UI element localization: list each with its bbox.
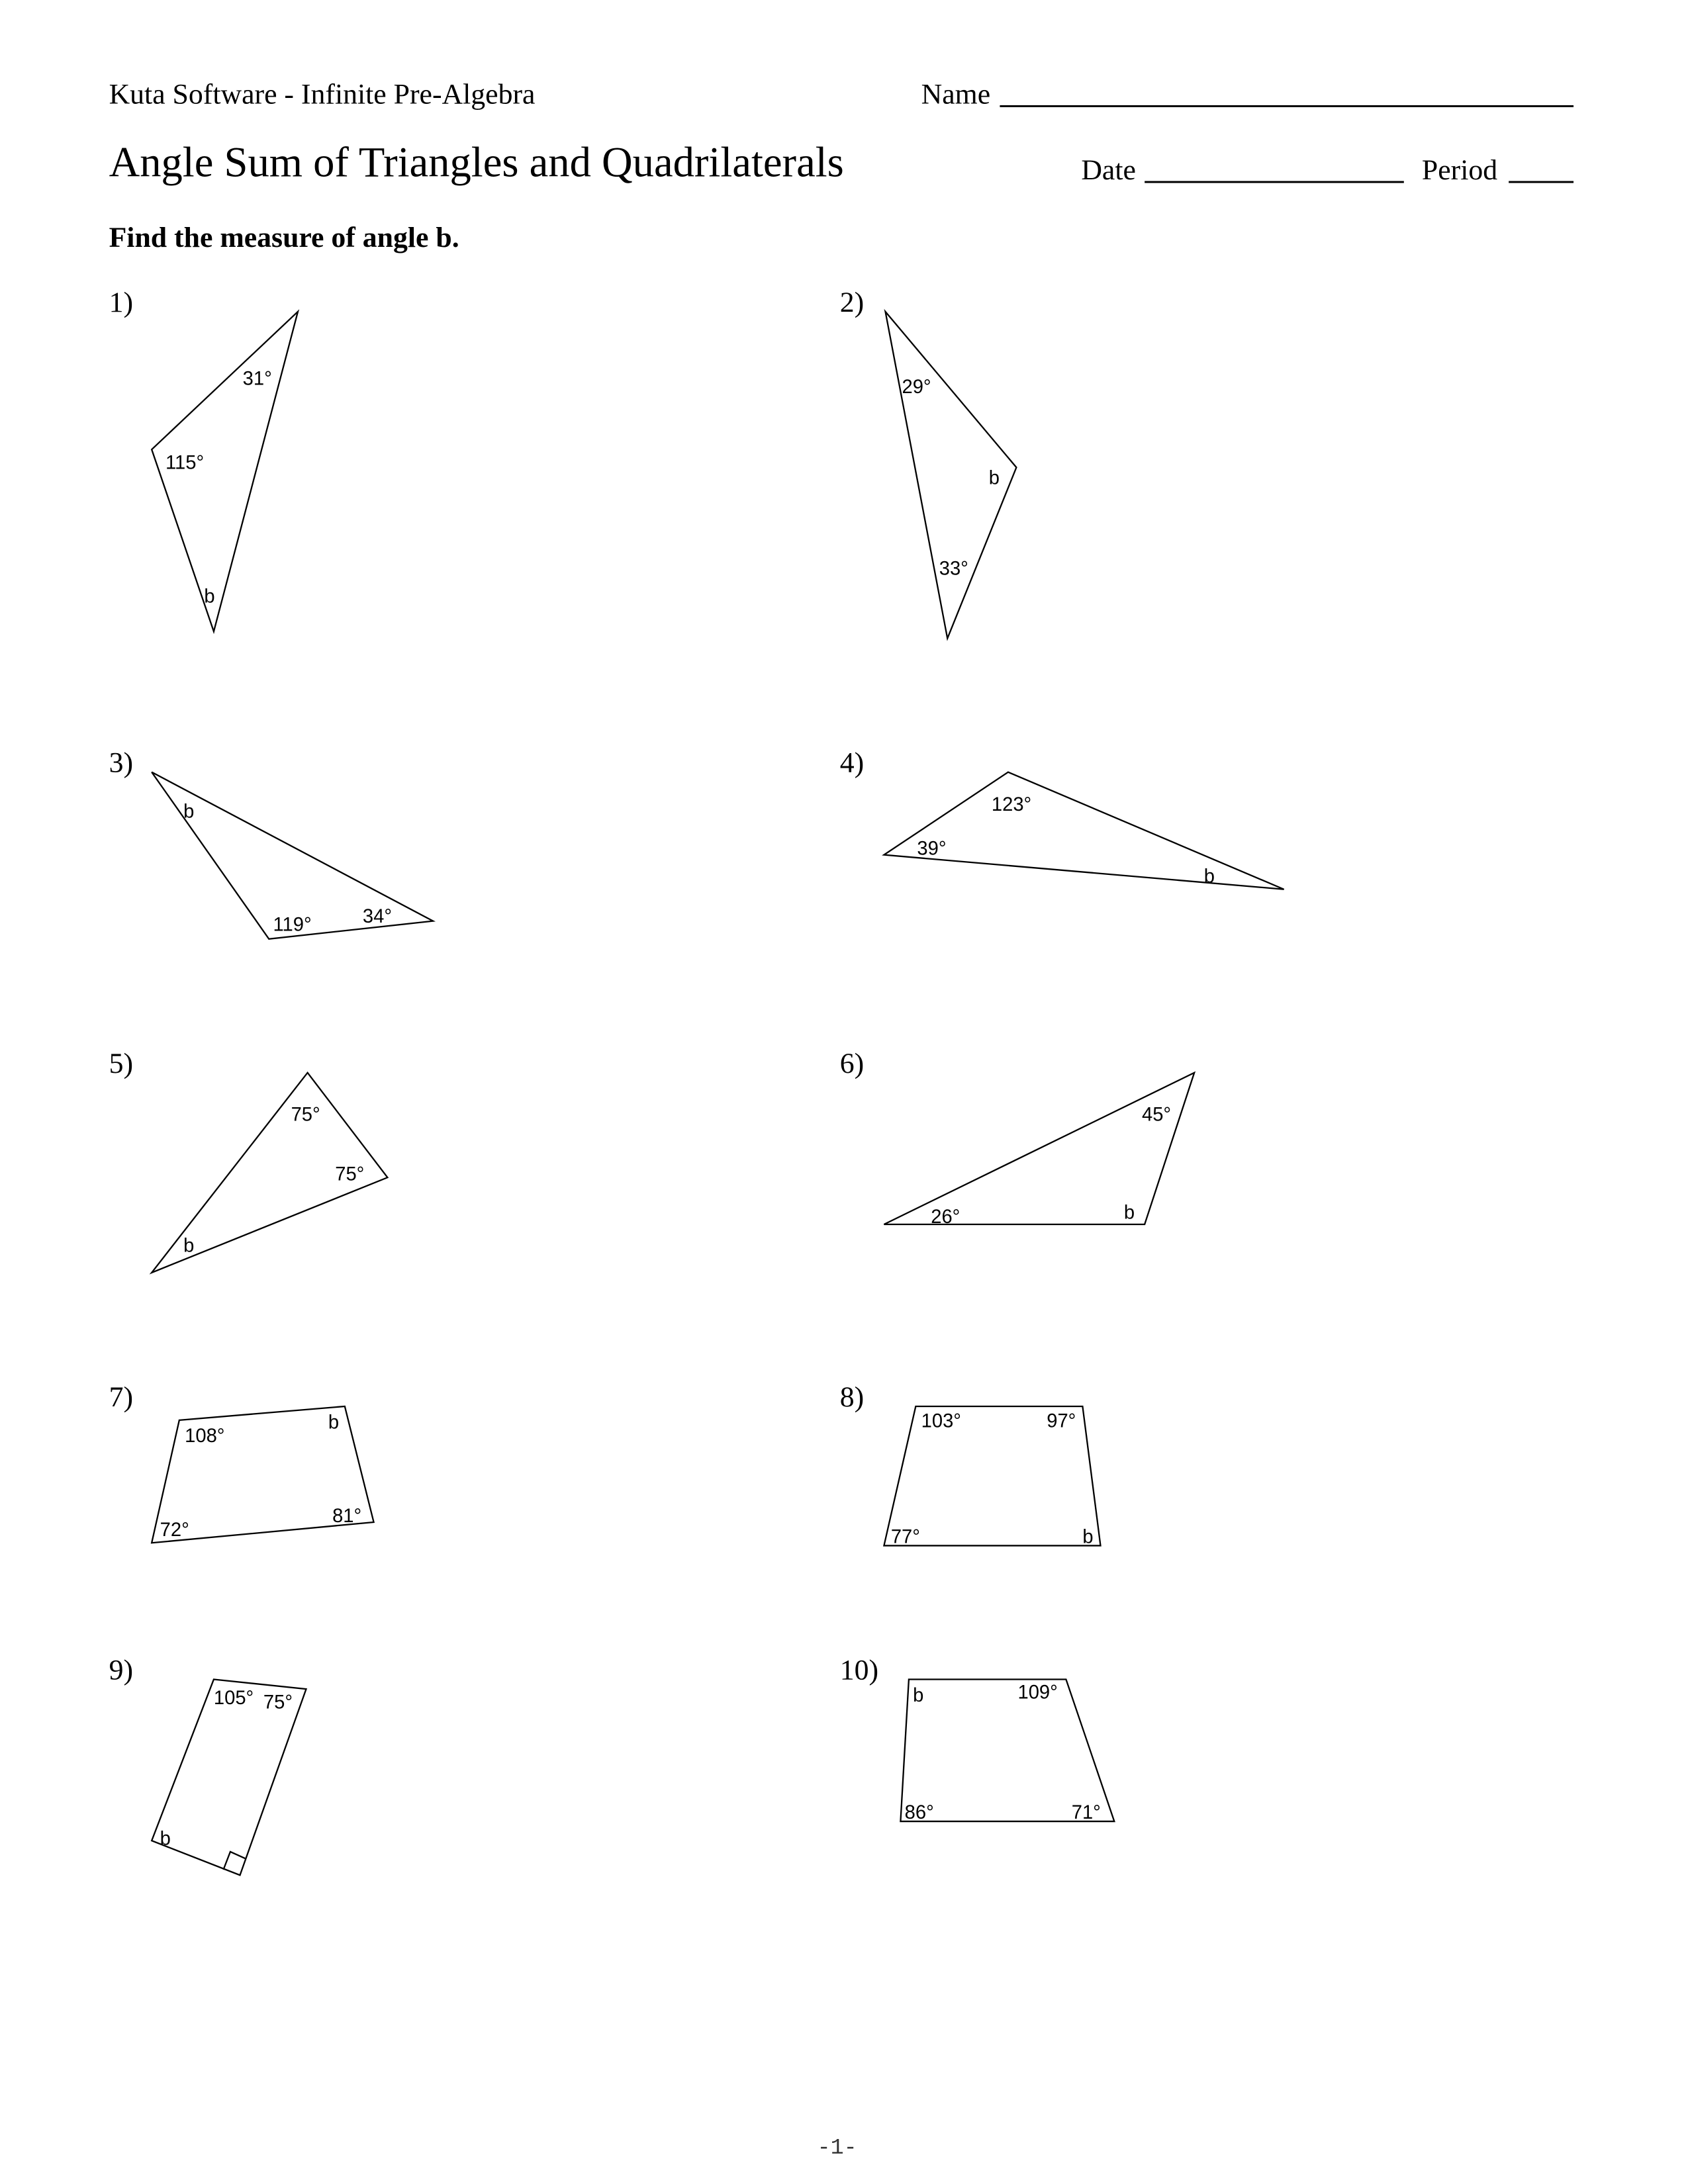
angle-label: b xyxy=(1082,1526,1094,1548)
problem-3 xyxy=(109,747,434,939)
angle-label: b xyxy=(204,586,215,608)
angle-label: 33° xyxy=(939,558,968,580)
problem-number: 7) xyxy=(109,1381,134,1413)
angle-label: 103° xyxy=(921,1410,961,1432)
triangle-figure xyxy=(884,772,1284,889)
problem-10 xyxy=(840,1655,1115,1823)
angle-label: 26° xyxy=(931,1206,961,1228)
angle-label: 115° xyxy=(165,452,205,474)
problem-4 xyxy=(840,747,1284,889)
angle-label: 86° xyxy=(904,1801,934,1823)
angle-label: b xyxy=(183,1235,195,1257)
triangle-figure xyxy=(884,1073,1194,1224)
page-number: -1- xyxy=(817,2136,857,2161)
angle-label: b xyxy=(1123,1202,1135,1224)
angle-label: 97° xyxy=(1047,1410,1076,1432)
angle-label: 81° xyxy=(332,1506,362,1527)
angle-label: 29° xyxy=(902,376,931,398)
angle-label: 34° xyxy=(362,905,393,927)
problem-number: 5) xyxy=(109,1047,134,1079)
software-label: Kuta Software - Infinite Pre-Algebra xyxy=(109,78,536,111)
angle-label: 119° xyxy=(273,914,312,936)
angle-label: b xyxy=(160,1828,171,1850)
problem-number: 1) xyxy=(109,286,134,318)
name-label: Name xyxy=(921,78,991,111)
angle-label: 123° xyxy=(991,794,1032,816)
problem-1 xyxy=(109,287,298,631)
problem-5 xyxy=(109,1048,388,1273)
problem-number: 10) xyxy=(839,1654,879,1686)
quadrilateral-figure xyxy=(900,1680,1114,1822)
problem-7 xyxy=(109,1381,374,1543)
angle-label: 77° xyxy=(890,1526,920,1548)
instructions: Find the measure of angle b. xyxy=(109,221,459,253)
angle-label: b xyxy=(183,801,195,823)
problem-2 xyxy=(840,287,1017,639)
problem-9 xyxy=(109,1655,306,1876)
problem-number: 8) xyxy=(839,1381,865,1413)
problem-number: 4) xyxy=(839,747,865,779)
angle-label: 72° xyxy=(160,1519,189,1541)
angle-label: b xyxy=(1203,866,1215,887)
angle-label: b xyxy=(913,1684,924,1706)
problem-number: 3) xyxy=(109,747,134,779)
angle-label: 108° xyxy=(185,1426,225,1447)
problem-6 xyxy=(840,1048,1194,1228)
problem-number: 2) xyxy=(839,286,865,318)
problem-number: 6) xyxy=(839,1047,865,1079)
angle-label: 105° xyxy=(213,1688,254,1709)
page-title: Angle Sum of Triangles and Quadrilaterals xyxy=(109,138,844,186)
angle-label: 75° xyxy=(291,1104,320,1126)
angle-label: 75° xyxy=(335,1163,365,1185)
angle-label: 45° xyxy=(1142,1104,1172,1126)
angle-label: 39° xyxy=(917,838,947,860)
angle-label: 109° xyxy=(1017,1682,1058,1704)
angle-label: 75° xyxy=(263,1692,293,1713)
angle-label: 71° xyxy=(1071,1801,1101,1823)
problem-number: 9) xyxy=(109,1654,134,1686)
angle-label: b xyxy=(988,467,1000,489)
angle-label: b xyxy=(328,1412,340,1433)
problem-8 xyxy=(840,1381,1101,1547)
angle-label: 31° xyxy=(242,368,272,390)
date-label: Date xyxy=(1081,154,1136,186)
period-label: Period xyxy=(1421,154,1498,186)
